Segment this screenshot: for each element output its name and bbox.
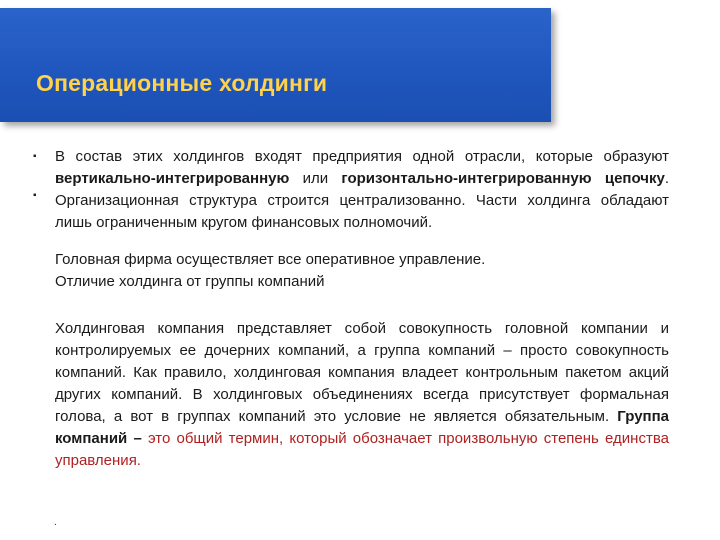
slide-title: Операционные холдинги [36,70,328,96]
bold-term: вертикально-интегрированную [55,170,290,187]
paragraph-operational-holdings [55,146,669,234]
bullet-marker: ▪ [33,151,37,162]
difference-heading: Отличие холдинга от группы компаний [55,273,325,290]
bullet-marker: . [54,517,57,528]
head-firm-line: Головная фирма осуществляет все оперативное управление. [55,251,486,268]
bold-term: Группа компаний – [55,408,669,447]
paragraph-text: или [289,170,342,187]
bold-term: горизонтально-интегрированную цепочку [341,170,665,187]
title-band [0,8,551,122]
red-definition: это общий термин, который обозначает произвольную степень единства управления. [55,430,669,469]
paragraph-holding-vs-group [55,318,669,472]
bullet-marker: ▪ [33,190,37,201]
paragraph-text: Холдинговая компания представляет собой совокупность головной компании и контролируемых ее дочерних компаний, а группа компаний – просто совокупность компаний. Как правило, холдинговая компания владеет контрольным пакетом акций других компаний. В холдинговых объединениях всегда присутствует формальная голова, а вот в группах компаний это условие не является обязательным. [55,320,669,425]
paragraph-text: . Организационная структура строится централизованно. Части холдинга обладают лишь ограниченным кругом финансовых полномочий. [55,170,669,231]
paragraph-text: В состав этих холдингов входят предприятия одной отрасли, которые образуют [55,148,669,165]
